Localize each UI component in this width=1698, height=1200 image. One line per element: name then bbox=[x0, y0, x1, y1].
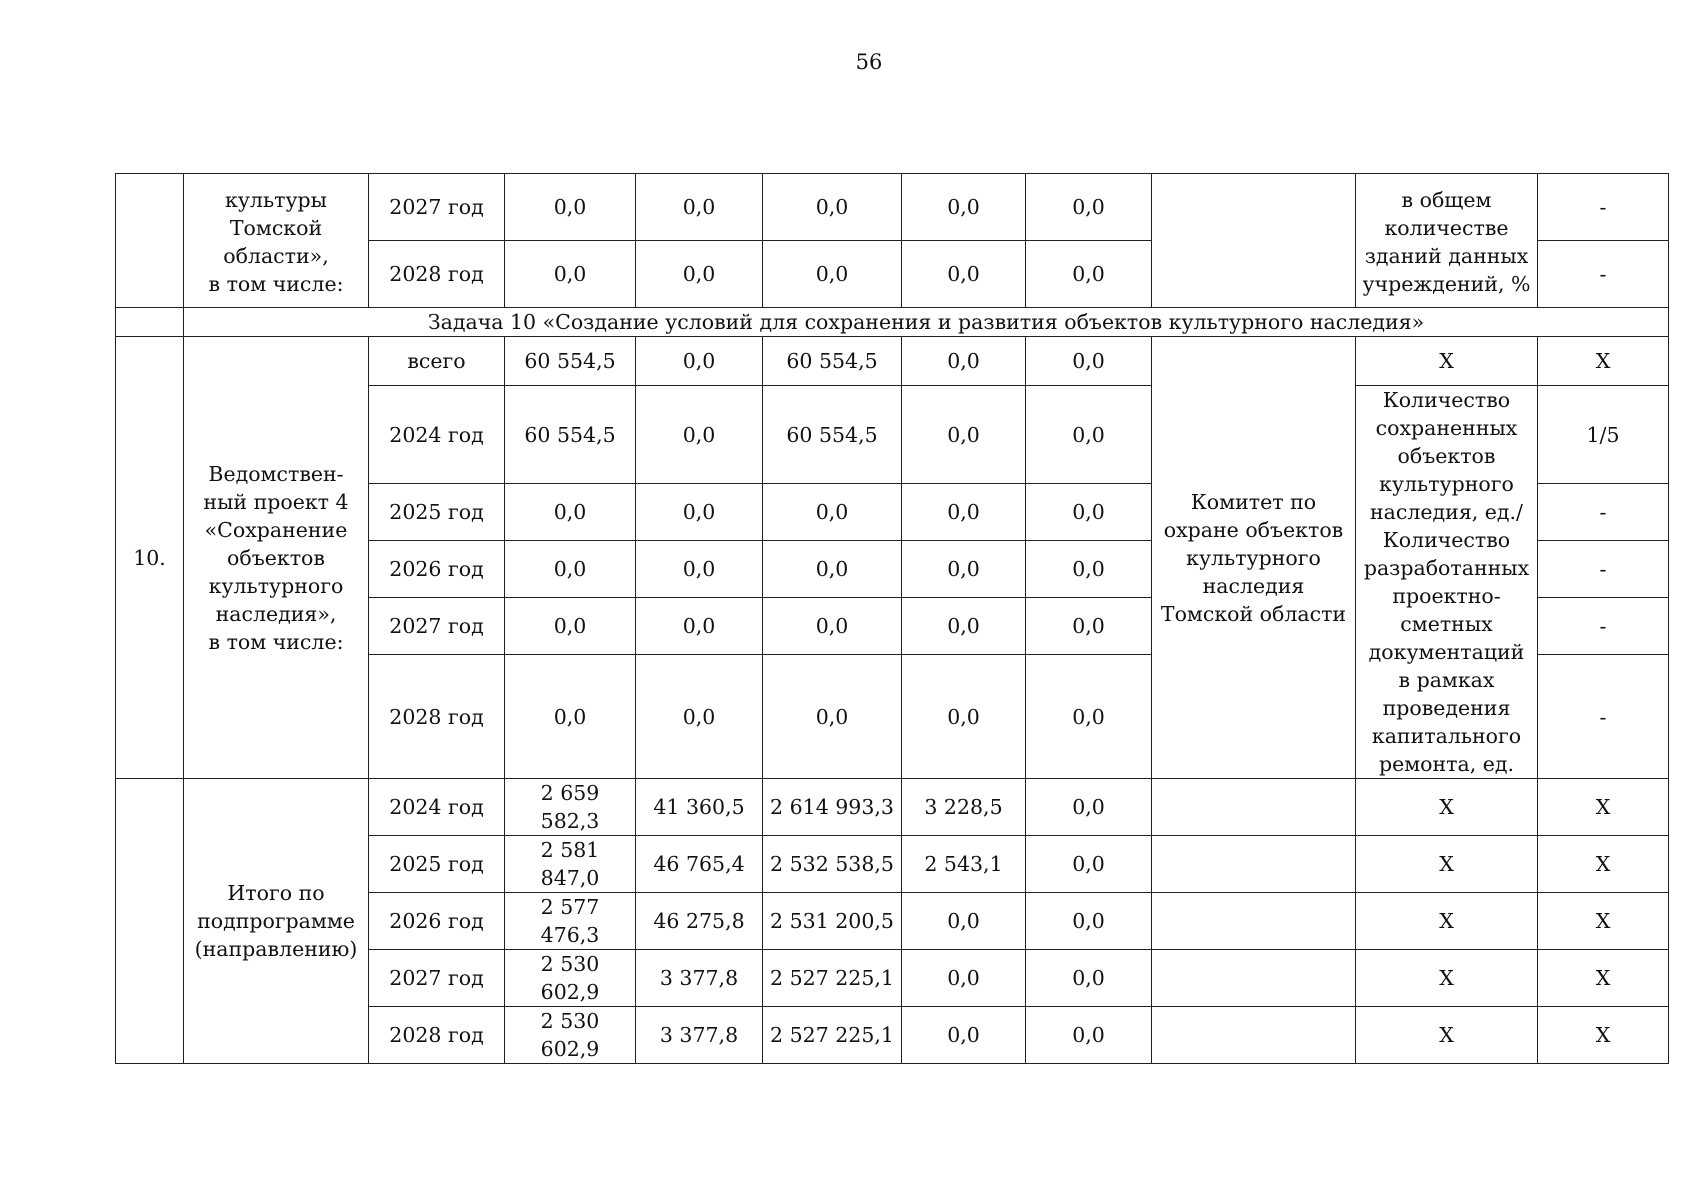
local-cell: 0,0 bbox=[902, 174, 1026, 241]
project-name-cell: Ведомствен- ный проект 4 «Сохранение объектов культурного наследия», в том числе: bbox=[184, 337, 369, 779]
task-title: Задача 10 «Создание условий для сохранения и развития объектов культурного наследия» bbox=[184, 308, 1669, 337]
extrabudget-cell: 0,0 bbox=[1026, 655, 1152, 779]
total-cell: 60 554,5 bbox=[505, 337, 636, 386]
year-cell: 2027 год bbox=[369, 174, 505, 241]
indicator-value-cell: - bbox=[1538, 655, 1669, 779]
indicator-cell: Х bbox=[1356, 1007, 1538, 1064]
indicator-value-cell: Х bbox=[1538, 779, 1669, 836]
page-number: 56 bbox=[855, 50, 883, 74]
executor-cell bbox=[1152, 174, 1356, 308]
indicator-cell: в общем количестве зданий данных учреждений, % bbox=[1356, 174, 1538, 308]
executor-cell: Комитет по охране объектов культурного наследия Томской области bbox=[1152, 337, 1356, 779]
local-cell: 0,0 bbox=[902, 386, 1026, 484]
totals-name-cell: Итого по подпрограмме (направлению) bbox=[184, 779, 369, 1064]
federal-cell: 0,0 bbox=[636, 337, 763, 386]
executor-cell bbox=[1152, 779, 1356, 836]
federal-cell: 0,0 bbox=[636, 174, 763, 241]
total-cell: 0,0 bbox=[505, 598, 636, 655]
regional-cell: 0,0 bbox=[763, 655, 902, 779]
local-cell: 0,0 bbox=[902, 484, 1026, 541]
regional-cell: 0,0 bbox=[763, 484, 902, 541]
extrabudget-cell: 0,0 bbox=[1026, 337, 1152, 386]
total-cell: 2 530 602,9 bbox=[505, 950, 636, 1007]
extrabudget-cell: 0,0 bbox=[1026, 386, 1152, 484]
table-row bbox=[116, 779, 1669, 836]
local-cell: 0,0 bbox=[902, 655, 1026, 779]
indicator-cell: Количество сохраненных объектов культурного наследия, ед./ Количество разработанных проектно- сметных документаций в рамках проведения капитального ремонта, ед. bbox=[1356, 386, 1538, 779]
activity-name-cell: культуры Томской области», в том числе: bbox=[184, 174, 369, 308]
year-cell: 2025 год bbox=[369, 484, 505, 541]
extrabudget-cell: 0,0 bbox=[1026, 484, 1152, 541]
local-cell: 0,0 bbox=[902, 241, 1026, 308]
federal-cell: 0,0 bbox=[636, 655, 763, 779]
extrabudget-cell: 0,0 bbox=[1026, 1007, 1152, 1064]
year-cell: всего bbox=[369, 337, 505, 386]
local-cell: 0,0 bbox=[902, 598, 1026, 655]
year-cell: 2028 год bbox=[369, 1007, 505, 1064]
project-number: 10. bbox=[116, 337, 184, 779]
local-cell: 0,0 bbox=[902, 541, 1026, 598]
total-cell: 60 554,5 bbox=[505, 386, 636, 484]
indicator-cell: Х bbox=[1356, 893, 1538, 950]
extrabudget-cell: 0,0 bbox=[1026, 893, 1152, 950]
indicator-value-cell: - bbox=[1538, 484, 1669, 541]
year-cell: 2027 год bbox=[369, 950, 505, 1007]
regional-cell: 2 532 538,5 bbox=[763, 836, 902, 893]
extrabudget-cell: 0,0 bbox=[1026, 541, 1152, 598]
indicator-value-cell: Х bbox=[1538, 836, 1669, 893]
year-cell: 2024 год bbox=[369, 386, 505, 484]
local-cell: 0,0 bbox=[902, 1007, 1026, 1064]
executor-cell bbox=[1152, 1007, 1356, 1064]
local-cell: 0,0 bbox=[902, 337, 1026, 386]
federal-cell: 46 275,8 bbox=[636, 893, 763, 950]
indicator-value-cell: Х bbox=[1538, 337, 1669, 386]
regional-cell: 60 554,5 bbox=[763, 386, 902, 484]
federal-cell: 3 377,8 bbox=[636, 1007, 763, 1064]
number-cell bbox=[116, 308, 184, 337]
federal-cell: 0,0 bbox=[636, 241, 763, 308]
indicator-value-cell: - bbox=[1538, 541, 1669, 598]
indicator-value-cell: 1/5 bbox=[1538, 386, 1669, 484]
total-cell: 0,0 bbox=[505, 541, 636, 598]
indicator-cell: Х bbox=[1356, 950, 1538, 1007]
total-cell: 2 581 847,0 bbox=[505, 836, 636, 893]
budget-table bbox=[115, 173, 1669, 1064]
year-cell: 2025 год bbox=[369, 836, 505, 893]
federal-cell: 0,0 bbox=[636, 386, 763, 484]
regional-cell: 0,0 bbox=[763, 598, 902, 655]
year-cell: 2028 год bbox=[369, 241, 505, 308]
extrabudget-cell: 0,0 bbox=[1026, 598, 1152, 655]
number-cell bbox=[116, 174, 184, 308]
federal-cell: 46 765,4 bbox=[636, 836, 763, 893]
indicator-value-cell: - bbox=[1538, 241, 1669, 308]
extrabudget-cell: 0,0 bbox=[1026, 174, 1152, 241]
extrabudget-cell: 0,0 bbox=[1026, 241, 1152, 308]
year-cell: 2027 год bbox=[369, 598, 505, 655]
year-cell: 2028 год bbox=[369, 655, 505, 779]
total-cell: 0,0 bbox=[505, 241, 636, 308]
local-cell: 3 228,5 bbox=[902, 779, 1026, 836]
indicator-cell: Х bbox=[1356, 779, 1538, 836]
total-cell: 2 577 476,3 bbox=[505, 893, 636, 950]
executor-cell bbox=[1152, 893, 1356, 950]
federal-cell: 0,0 bbox=[636, 484, 763, 541]
number-cell bbox=[116, 779, 184, 1064]
total-cell: 2 530 602,9 bbox=[505, 1007, 636, 1064]
indicator-value-cell: Х bbox=[1538, 1007, 1669, 1064]
federal-cell: 0,0 bbox=[636, 541, 763, 598]
total-cell: 2 659 582,3 bbox=[505, 779, 636, 836]
total-cell: 0,0 bbox=[505, 484, 636, 541]
task-row bbox=[116, 308, 1669, 337]
indicator-value-cell: Х bbox=[1538, 950, 1669, 1007]
indicator-value-cell: Х bbox=[1538, 893, 1669, 950]
year-cell: 2024 год bbox=[369, 779, 505, 836]
indicator-value-cell: - bbox=[1538, 174, 1669, 241]
extrabudget-cell: 0,0 bbox=[1026, 836, 1152, 893]
regional-cell: 0,0 bbox=[763, 541, 902, 598]
extrabudget-cell: 0,0 bbox=[1026, 950, 1152, 1007]
federal-cell: 0,0 bbox=[636, 598, 763, 655]
total-cell: 0,0 bbox=[505, 655, 636, 779]
regional-cell: 2 527 225,1 bbox=[763, 1007, 902, 1064]
year-cell: 2026 год bbox=[369, 541, 505, 598]
executor-cell bbox=[1152, 950, 1356, 1007]
federal-cell: 3 377,8 bbox=[636, 950, 763, 1007]
extrabudget-cell: 0,0 bbox=[1026, 779, 1152, 836]
regional-cell: 0,0 bbox=[763, 174, 902, 241]
indicator-value-cell: - bbox=[1538, 598, 1669, 655]
indicator-cell: Х bbox=[1356, 836, 1538, 893]
total-cell: 0,0 bbox=[505, 174, 636, 241]
local-cell: 2 543,1 bbox=[902, 836, 1026, 893]
executor-cell bbox=[1152, 836, 1356, 893]
year-cell: 2026 год bbox=[369, 893, 505, 950]
local-cell: 0,0 bbox=[902, 893, 1026, 950]
indicator-cell: Х bbox=[1356, 337, 1538, 386]
table-row bbox=[116, 174, 1669, 241]
regional-cell: 2 614 993,3 bbox=[763, 779, 902, 836]
local-cell: 0,0 bbox=[902, 950, 1026, 1007]
federal-cell: 41 360,5 bbox=[636, 779, 763, 836]
regional-cell: 0,0 bbox=[763, 241, 902, 308]
table-row bbox=[116, 337, 1669, 386]
regional-cell: 2 527 225,1 bbox=[763, 950, 902, 1007]
regional-cell: 60 554,5 bbox=[763, 337, 902, 386]
regional-cell: 2 531 200,5 bbox=[763, 893, 902, 950]
